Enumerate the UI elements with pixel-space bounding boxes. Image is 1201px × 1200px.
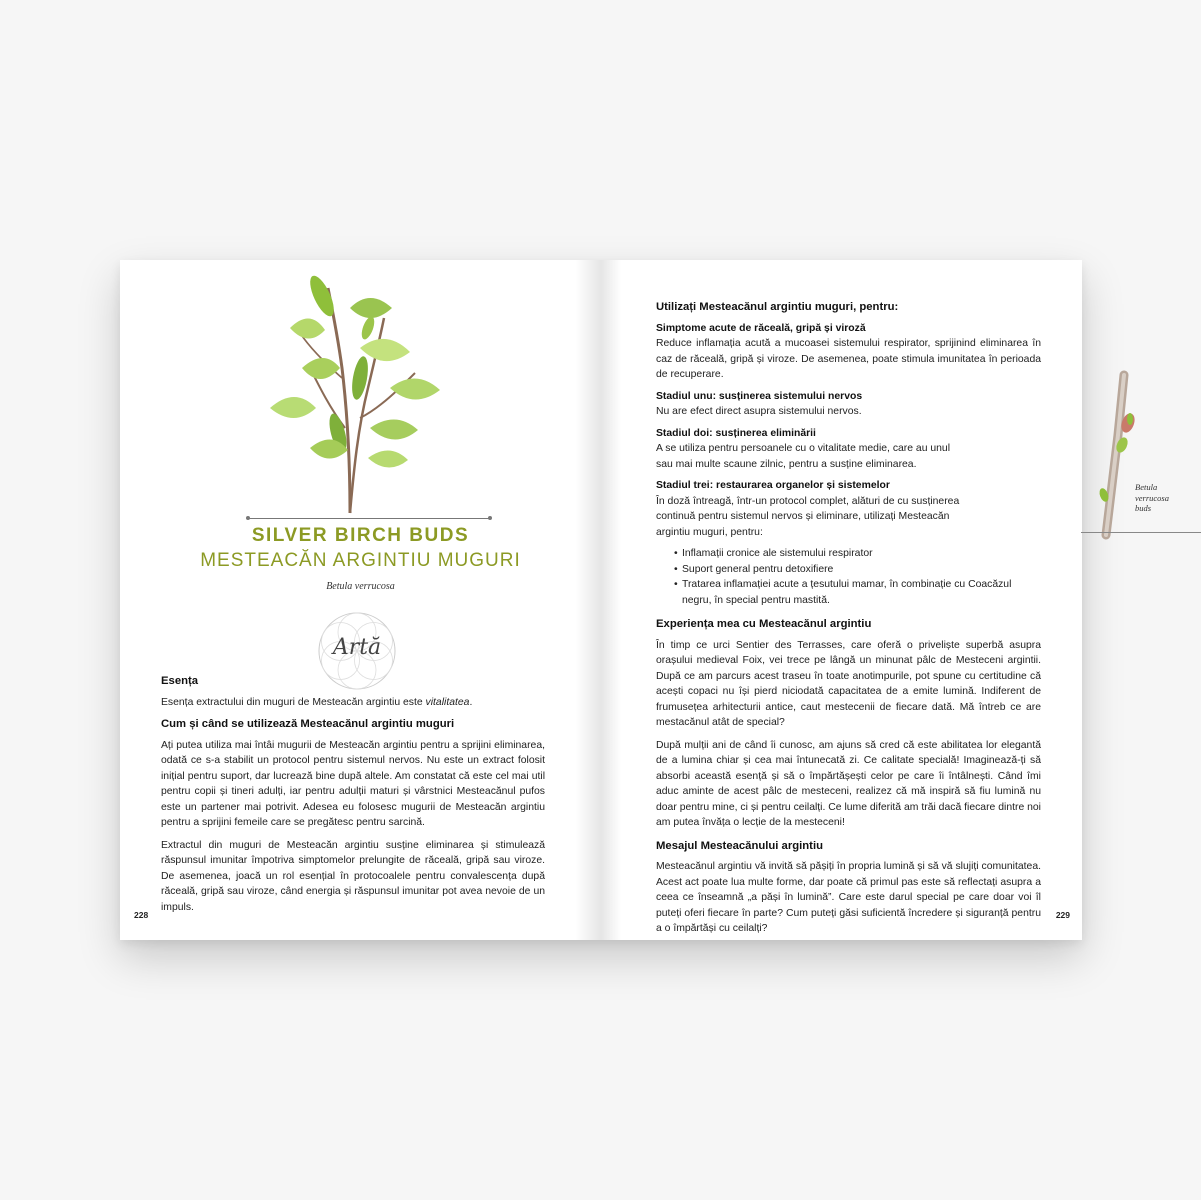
usage-paragraph-1: Ați putea utiliza mai întâi mugurii de Mesteacăn argintiu pentru a sprijini eliminarea, odată ce s-a stabilit un protocol pentru sistemul nervos. Nu este un extract folosit inițial pentru suport, dar lucrează bine după altele. Am constatat că este cel mai util pentru copii și tineri adulți, iar pentru adulții maturi și vârstnici Mesteacănul pufos este un partener mai potrivit. Adesea eu folosesc mugurii de Mesteacăn argintiu pentru a sprijini femeile care se pregătesc pentru sarcină. [161,739,545,828]
experience-paragraph-1: În timp ce urci Sentier des Terrasses, care oferă o priveliște superbă asupra orașului medieval Foix, vei trece pe lângă un minunat pâlc de Mesteceni argintii. După ce am parcurs acest traseu în toate anotimpurile, pot spune cu certitudine că acești copaci nu își pierd niciodată capacitatea de a emite lumină. Indiferent de frumusețea arhitecturii antice, caut mestecenii de fiecare dată. Mă întreb ce are mestacănul atât de special? [656,639,1041,728]
usage-bullet-list [656,546,1041,608]
use-heading: Utilizați Mesteacănul argintiu muguri, pentru: [656,301,899,313]
emblem-label: Artă [332,635,382,660]
section-acute [656,321,1041,383]
esenta-text [161,695,545,711]
experience-paragraph-2: După mulții ani de când îi cunosc, am ajuns să cred că este abilitatea lor elegantă de a lumina chiar și cea mai întunecată zi. Ce calitate specială! Imaginează-ți să absorbi această esență și să o împărtășești celor pe care îi întâlnești. Când îmi aduc aminte de acest pâlc de mesteceni, realizez că mă inspiră să fiu lumină nu doar pentru mine, ci și pentru ceilalți. Ce lume diferită am trăi dacă fiecare dintre noi am putea învăța o lecție de la mesteceni! [656,739,1041,828]
title-english: SILVER BIRCH BUDS [251,525,470,546]
list-item: • Tratarea inflamației acute a țesutului mamar, în combinație cu Coacăzul negru, în special pentru mastită. [674,577,1024,608]
stage-one-heading: Stadiul unu: susținerea sistemului nervos [656,390,863,402]
left-page [120,260,601,940]
branch-caption-line: buds [1135,503,1152,513]
experience-heading: Experiența mea cu Mesteacănul argintiu [656,618,872,630]
message-heading: Mesajul Mesteacănului argintiu [656,839,823,852]
esenta-text-em: vitalitatea [425,696,470,708]
left-body-text [161,674,545,922]
page-number-right: 229 [1055,910,1070,920]
stage-three-text: În doză întreagă, într-un protocol complet, alături de cu susținerea continuă pentru sistemul nervos și eliminare, utilizați Mesteacăn argintiu muguri, pentru: [656,495,960,538]
stage-two-heading-text: Stadiul doi: susținerea eliminării [656,427,816,439]
stage-two-text: A se utiliza pentru persoanele cu o vitalitate medie, care au unul sau mai multe scaune zilnic, pentru a susține eliminarea. [656,443,951,470]
section-acute-heading: Simptome acute de răceală, gripă și viroză [656,322,866,334]
gutter-shadow [601,260,621,940]
section-stage-one [656,389,1041,420]
list-item: • Suport general pentru detoxifiere [674,562,1024,578]
birch-branch-illustration [250,268,450,518]
gutter-shadow [575,260,601,940]
message-paragraph: Mesteacănul argintiu vă invită să pășiți în propria lumină și să vă slujiți comunitatea. Acest act poate lua multe forme, dar poate că primul pas este să reflectați asupra a ceea ce înseamnă „a păși în lumină”. Care este darul special pe care doar voi îl puteți oferi fiecare în parte? Cum puteți găsi suficientă încredere și siguranță pentru a o împărtăși cu ceilalți? [656,861,1041,934]
esenta-text-post: . [469,696,473,708]
usage-heading: Cum și când se utilizează Mesteacănul argintiu muguri [161,718,455,730]
book-spread [120,260,1169,940]
stage-one-text: Nu are efect direct asupra sistemului nervos. [656,406,862,417]
right-page [601,260,1169,940]
latin-name: Betula verrucosa [326,581,395,592]
page-number-left: 228 [134,910,149,920]
caption-rule [1081,532,1201,533]
esenta-heading: Esența [161,675,199,687]
section-stage-two [656,426,1041,473]
stage-three-heading: Stadiul trei: restaurarea organelor și sistemelor [656,480,890,491]
right-body-text [656,300,1041,944]
esenta-text-pre: Esența extractului din muguri de Mesteacăn argintiu este [161,696,426,708]
usage-paragraph-2: Extractul din muguri de Mesteacăn argintiu susține eliminarea și stimulează răspunsul imunitar împotriva simptomelor prelungite de răceală, gripă sau viroze. De asemenea, joacă un rol esențial în protocoalele pentru convalescența după răceală, gripă sau viroze, când energia și răspunsul imunitar pot avea nevoie de un impuls. [161,839,545,913]
list-item: • Inflamații cronice ale sistemului respirator [674,546,1024,562]
branch-caption-line: verrucosa [1135,492,1169,503]
section-acute-text: Reduce inflamația acută a mucoasei sistemului respirator, sprijinind eliminarea în caz de răceală, gripă și viroze. De asemenea, poate stimula imunitatea în perioada de recuperare. [656,338,1041,380]
section-stage-three [656,478,1041,540]
title-romanian: MESTEACĂN ARGINTIU MUGURI [200,550,521,571]
branch-caption [1135,482,1183,514]
title-divider [248,518,490,519]
branch-caption-line: Betula [1135,482,1158,492]
